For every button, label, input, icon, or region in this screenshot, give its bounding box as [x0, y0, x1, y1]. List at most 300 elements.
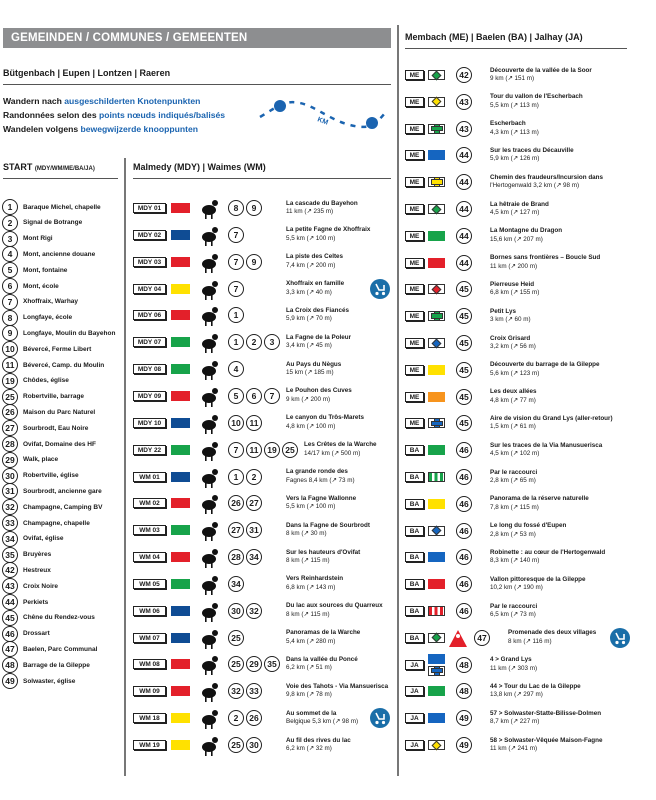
route-distance: 8,7 km (↗ 227 m) — [490, 718, 540, 726]
wildflower-icon — [196, 599, 222, 623]
route-text — [286, 387, 352, 404]
route-row[interactable] — [405, 571, 586, 597]
route-code: ME — [405, 231, 424, 241]
route-code: WM 18 — [133, 713, 166, 723]
node-list — [228, 683, 284, 699]
route-row[interactable] — [405, 89, 583, 115]
route-distance: 5,6 km (↗ 123 m) — [490, 369, 540, 377]
node-number: 1 — [2, 199, 18, 215]
route-text — [490, 308, 531, 325]
start-point-item — [2, 515, 90, 531]
diamond-marker-green — [428, 204, 445, 214]
route-code: ME — [405, 284, 424, 294]
route-text — [490, 335, 536, 352]
route-row[interactable] — [133, 195, 358, 221]
route-code: ME — [405, 258, 424, 268]
node-number: 46 — [456, 603, 472, 619]
salamander-icon — [196, 384, 222, 408]
start-point-item — [2, 468, 79, 484]
node-list — [228, 254, 284, 270]
route-text — [490, 415, 613, 432]
start-point-item — [2, 310, 72, 326]
route-markers — [428, 97, 448, 107]
node-number: 5 — [2, 262, 18, 278]
route-row[interactable] — [133, 517, 370, 543]
route-distance: 14/17 km (↗ 500 m) — [304, 449, 361, 457]
node-list — [228, 227, 284, 243]
start-point-label: Bruyères — [23, 551, 52, 559]
start-point-item — [2, 278, 59, 294]
route-title: Vers la Fagne Wallonne — [286, 494, 357, 502]
route-code: MDY 22 — [133, 445, 166, 455]
route-text — [490, 388, 537, 405]
node-number: 42 — [2, 562, 18, 578]
route-text — [490, 549, 605, 566]
route-code: JA — [405, 740, 424, 750]
route-text — [490, 683, 581, 700]
route-distance: 5,9 km (↗ 70 m) — [286, 315, 332, 323]
route-title: Bornes sans frontières – Boucle Sud — [490, 254, 601, 262]
route-code: BA — [405, 606, 424, 616]
rect-marker-blue — [428, 654, 445, 664]
start-point-label: Champagne, Camping BV — [23, 503, 103, 511]
node-number: 5 — [228, 388, 244, 404]
triangle-marker-red — [448, 628, 468, 648]
route-text — [286, 495, 356, 512]
route-code: ME — [405, 70, 424, 80]
route-row[interactable] — [405, 625, 596, 651]
node-number: 10 — [228, 415, 244, 431]
intro-plain: Wandelen volgens — [3, 124, 81, 134]
route-code: BA — [405, 526, 424, 536]
route-text — [490, 576, 586, 593]
route-row[interactable] — [133, 437, 377, 463]
route-code: BA — [405, 472, 424, 482]
diamond-marker-green — [428, 633, 445, 643]
start-point-item — [2, 657, 90, 673]
node-number: 34 — [2, 531, 18, 547]
route-text — [286, 468, 355, 485]
route-row[interactable] — [405, 410, 613, 436]
route-row[interactable] — [405, 518, 566, 544]
route-row[interactable] — [405, 652, 537, 678]
route-title: Par le raccourci — [490, 468, 538, 476]
node-number: 45 — [2, 610, 18, 626]
route-distance: Fagnes 8,4 km (↗ 73 m) — [286, 476, 355, 484]
route-code: ME — [405, 311, 424, 321]
route-row[interactable] — [133, 222, 370, 248]
route-code: MDY 06 — [133, 310, 166, 320]
intro-plain: Randonnées selon des — [3, 110, 99, 120]
route-markers — [428, 284, 448, 294]
route-code: MDY 10 — [133, 418, 166, 428]
stroller-accessible-icon — [610, 628, 630, 648]
start-point-label: Croix Noire — [23, 582, 59, 590]
stroller-accessible-icon — [370, 708, 390, 728]
route-row[interactable] — [405, 491, 589, 517]
route-distance: 15 km (↗ 185 m) — [286, 369, 334, 377]
diamond-marker-red — [428, 284, 445, 294]
route-markers — [428, 311, 448, 321]
start-point-item — [2, 562, 51, 578]
node-number: 29 — [246, 656, 262, 672]
node-number: 7 — [2, 294, 18, 310]
node-number: 29 — [2, 452, 18, 468]
intro-highlight: bewegwijzerde knooppunten — [80, 124, 198, 134]
node-number: 25 — [282, 442, 298, 458]
node-number: 45 — [456, 335, 472, 351]
intro-fr — [3, 108, 225, 122]
route-row[interactable] — [133, 625, 360, 651]
node-number: 11 — [246, 415, 262, 431]
node-number: 42 — [456, 67, 472, 83]
start-heading — [3, 162, 95, 172]
node-number: 19 — [2, 373, 18, 389]
route-distance: 6,8 km (↗ 155 m) — [490, 289, 540, 297]
route-row[interactable] — [133, 651, 358, 677]
node-number: 2 — [246, 334, 262, 350]
node-number: 1 — [228, 334, 244, 350]
route-title: Les Crêtes de la Warche — [304, 441, 377, 449]
route-title: Du lac aux sources du Quarreux — [286, 602, 383, 610]
route-row[interactable] — [405, 116, 539, 142]
route-distance: 7,8 km (↗ 115 m) — [490, 503, 539, 511]
route-distance: 5,5 km (↗ 100 m) — [286, 503, 336, 511]
route-code: MDY 03 — [133, 257, 166, 267]
route-markers — [428, 579, 448, 589]
route-row[interactable] — [405, 250, 600, 276]
route-row[interactable] — [405, 223, 562, 249]
node-number: 43 — [456, 121, 472, 137]
start-point-item — [2, 420, 88, 436]
node-number: 44 — [2, 594, 18, 610]
route-markers — [428, 177, 448, 187]
stripes-marker-red — [428, 606, 445, 616]
start-point-label: Ovifat, église — [23, 535, 64, 543]
column-divider — [124, 158, 126, 776]
route-code: MDY 07 — [133, 337, 166, 347]
route-code: WM 08 — [133, 659, 166, 669]
node-number: 49 — [456, 710, 472, 726]
route-title: La grande ronde des — [286, 468, 348, 475]
route-row[interactable] — [405, 196, 549, 222]
node-number: 4 — [2, 246, 18, 262]
route-code: WM 06 — [133, 606, 166, 616]
route-row[interactable] — [133, 732, 351, 758]
route-markers — [428, 204, 448, 214]
route-row[interactable] — [405, 544, 605, 570]
route-row[interactable] — [405, 303, 531, 329]
route-code: BA — [405, 633, 424, 643]
node-number: 26 — [246, 710, 262, 726]
route-row[interactable] — [405, 598, 537, 624]
route-code: ME — [405, 177, 424, 187]
leaf-icon — [196, 679, 222, 703]
node-number: 45 — [456, 281, 472, 297]
node-number: 44 — [456, 174, 472, 190]
route-title: Panoramas de la Warche — [286, 629, 361, 637]
middle-heading: Malmedy (MDY) | Waimes (WM) — [133, 162, 266, 172]
leaves-icon — [196, 626, 222, 650]
route-row[interactable] — [133, 705, 358, 731]
route-distance: Belgique 5,3 km (↗ 98 m) — [286, 718, 359, 726]
route-distance: 1,5 km (↗ 61 m) — [490, 423, 536, 431]
route-code: WM 04 — [133, 552, 166, 562]
route-distance: 6,2 km (↗ 51 m) — [286, 664, 332, 672]
rect-marker-red — [171, 391, 190, 401]
route-text — [490, 227, 562, 244]
route-row[interactable] — [133, 356, 341, 382]
node-number: 35 — [2, 547, 18, 563]
node-number: 9 — [2, 325, 18, 341]
route-title: Par le raccourci — [490, 602, 538, 610]
start-point-item — [2, 325, 115, 341]
start-point-label: Perkiets — [23, 598, 49, 606]
route-distance: 15,6 km (↗ 207 m) — [490, 235, 543, 243]
route-row[interactable] — [405, 705, 601, 731]
start-point-label: Sourbrodt, ancienne gare — [23, 487, 102, 495]
route-title: Xhoffraix en famille — [286, 280, 345, 288]
node-list — [228, 469, 284, 485]
route-code: WM 05 — [133, 579, 166, 589]
rect-marker-red — [428, 579, 445, 589]
node-number: 48 — [2, 657, 18, 673]
node-number: 27 — [246, 495, 262, 511]
route-row[interactable] — [133, 383, 352, 409]
route-row[interactable] — [133, 490, 356, 516]
route-row[interactable] — [405, 464, 537, 490]
rect-marker-green — [171, 525, 190, 535]
route-distance: 13,8 km (↗ 297 m) — [490, 691, 543, 699]
route-title: La cascade du Bayehon — [286, 199, 358, 207]
node-number: 44 — [456, 147, 472, 163]
intro-highlight: points nœuds indiqués/balisés — [99, 110, 226, 120]
node-number: 6 — [246, 388, 262, 404]
route-markers — [428, 654, 448, 676]
start-point-item — [2, 341, 91, 357]
route-title: Dans la Fagne de Sourbrodt — [286, 521, 370, 529]
start-point-item — [2, 547, 51, 563]
route-distance: 5,4 km (↗ 280 m) — [286, 637, 336, 645]
start-point-item — [2, 641, 97, 657]
route-markers — [428, 740, 448, 750]
route-row[interactable] — [405, 330, 536, 356]
route-markers — [428, 713, 448, 723]
route-text — [490, 174, 603, 191]
partridge-icon — [196, 303, 222, 327]
node-number: 44 — [456, 255, 472, 271]
route-title: Tour du vallon de l'Escherbach — [490, 93, 583, 101]
route-row[interactable] — [133, 249, 343, 275]
route-code: BA — [405, 445, 424, 455]
start-point-label: Xhoffraix, Warhay — [23, 298, 79, 306]
start-point-label: Robertville, église — [23, 472, 79, 480]
node-list — [228, 200, 284, 216]
rect-marker-green — [171, 579, 190, 589]
node-number: 28 — [228, 549, 244, 565]
rect-marker-darkblue — [171, 472, 190, 482]
route-markers — [428, 258, 448, 268]
node-number: 45 — [456, 362, 472, 378]
route-text — [286, 629, 360, 646]
diamond-marker-yellow — [428, 97, 445, 107]
right-heading: Membach (ME) | Baelen (BA) | Jalhay (JA) — [405, 32, 583, 42]
node-number: 46 — [456, 523, 472, 539]
node-number: 11 — [246, 442, 262, 458]
route-row[interactable] — [405, 384, 537, 410]
node-number: 25 — [228, 737, 244, 753]
route-title: La Fagne de la Poleur — [286, 333, 352, 341]
node-number: 9 — [246, 200, 262, 216]
node-number: 30 — [2, 468, 18, 484]
route-markers — [428, 472, 448, 482]
start-point-label: Solwaster, église — [23, 677, 76, 685]
intro-text — [3, 94, 225, 136]
route-title: Au fil des rives du lac — [286, 736, 351, 744]
route-title: Au Pays du Nègus — [286, 360, 342, 368]
node-number: 46 — [456, 469, 472, 485]
route-title: 57 > Solwaster-Statte-Bilisse-Dolmen — [490, 709, 602, 717]
route-code: JA — [405, 660, 424, 670]
start-point-label: Champagne, chapelle — [23, 519, 90, 527]
route-text — [490, 254, 600, 271]
rect-marker-green — [428, 445, 445, 455]
route-markers — [428, 124, 448, 134]
start-point-item — [2, 673, 75, 689]
route-text — [490, 522, 566, 539]
route-row[interactable] — [405, 276, 539, 302]
route-code: WM 03 — [133, 525, 166, 535]
intro-highlight: ausgeschilderten Knotenpunkten — [64, 96, 201, 106]
rect-marker-yellow — [428, 365, 445, 375]
route-code: JA — [405, 686, 424, 696]
route-text — [286, 737, 351, 754]
start-point-label: Sourbrodt, Eau Noire — [23, 424, 89, 432]
start-point-item — [2, 357, 104, 373]
rect-marker-green — [428, 686, 445, 696]
route-row[interactable] — [133, 410, 364, 436]
route-title: La Croix des Fiancés — [286, 306, 349, 314]
route-code: WM 01 — [133, 472, 166, 482]
node-list — [228, 603, 284, 619]
route-text — [286, 226, 370, 243]
route-distance: 11 km (↗ 303 m) — [490, 664, 538, 672]
route-row[interactable] — [405, 357, 600, 383]
route-distance: 3,3 km (↗ 40 m) — [286, 288, 332, 296]
route-code: MDY 09 — [133, 391, 166, 401]
route-row[interactable] — [405, 732, 603, 758]
km-label: KM — [316, 116, 329, 127]
route-row[interactable] — [133, 464, 355, 490]
flower-icon — [196, 518, 222, 542]
route-distance: 11 km (↗ 241 m) — [490, 745, 538, 752]
node-number: 32 — [2, 499, 18, 515]
node-number: 33 — [246, 683, 262, 699]
route-title: Vers Reinhardstein — [286, 575, 344, 583]
route-row[interactable] — [405, 62, 592, 88]
node-number: 2 — [228, 710, 244, 726]
route-text — [490, 67, 592, 84]
diamond-marker-yellow — [428, 740, 445, 750]
route-title: Le long du fossé d'Eupen — [490, 522, 567, 530]
intro-plain: Wandern nach — [3, 96, 65, 106]
rect-marker-red — [171, 203, 190, 213]
route-row[interactable] — [133, 598, 383, 624]
node-list — [228, 737, 284, 753]
rect-marker-blue — [428, 552, 445, 562]
route-title: Le canyon du Trôs-Marets — [286, 414, 365, 422]
route-markers — [428, 499, 448, 509]
route-row[interactable] — [133, 276, 344, 302]
route-row[interactable] — [133, 302, 349, 328]
wolf-icon — [196, 250, 222, 274]
route-row[interactable] — [405, 169, 603, 195]
rect-marker-orange — [428, 392, 445, 402]
start-point-item — [2, 452, 58, 468]
route-distance: 3,4 km (↗ 45 m) — [286, 342, 332, 350]
diamond-marker-green — [428, 70, 445, 80]
node-number: 44 — [456, 201, 472, 217]
route-row[interactable] — [405, 437, 602, 463]
start-point-label: Mont Rigi — [23, 235, 53, 243]
route-row[interactable] — [133, 544, 360, 570]
route-title: La Montagne du Dragon — [490, 227, 563, 235]
route-code: ME — [405, 418, 424, 428]
route-title: Au sommet de la — [286, 709, 337, 717]
route-row[interactable] — [133, 329, 351, 355]
node-number: 49 — [2, 673, 18, 689]
route-distance: 2,8 km (↗ 53 m) — [490, 530, 536, 538]
route-row[interactable] — [405, 142, 574, 168]
start-point-label: Ovifat, Domaine des HF — [23, 440, 96, 448]
node-number: 47 — [474, 630, 490, 646]
node-number: 4 — [228, 361, 244, 377]
node-number: 34 — [228, 576, 244, 592]
route-text — [286, 575, 343, 592]
route-distance: l'Hertogenwald 3,2 km (↗ 98 m) — [490, 182, 580, 190]
route-markers — [428, 418, 448, 428]
route-title: Promenade des deux villages — [508, 629, 597, 637]
heather-icon — [196, 572, 222, 596]
start-point-label: Barrage de la Gileppe — [23, 661, 90, 669]
route-distance: 8 km (↗ 115 m) — [286, 557, 330, 565]
node-list — [228, 307, 284, 323]
route-distance: 3 km (↗ 60 m) — [490, 316, 531, 324]
route-distance: 9 km (↗ 151 m) — [490, 75, 535, 82]
route-title: Vallon pittoresque de la Gileppe — [490, 575, 586, 583]
route-markers — [428, 606, 448, 616]
route-row[interactable] — [133, 571, 343, 597]
node-number: 1 — [228, 307, 244, 323]
route-distance: 4,5 km (↗ 102 m) — [490, 450, 540, 458]
node-number: 48 — [456, 657, 472, 673]
route-text — [490, 603, 537, 620]
start-point-item — [2, 531, 63, 547]
route-row[interactable] — [133, 678, 388, 704]
node-number: 3 — [2, 231, 18, 247]
node-list — [228, 495, 284, 511]
route-title: Sur les traces de la Via Manusuerisca — [490, 441, 603, 449]
route-text — [490, 495, 589, 512]
node-number: 45 — [456, 308, 472, 324]
start-point-item — [2, 231, 53, 247]
rect-marker-yellow — [171, 284, 190, 294]
route-distance: 2,8 km (↗ 65 m) — [490, 477, 536, 484]
route-row[interactable] — [405, 678, 581, 704]
rect-marker-darkblue — [171, 606, 190, 616]
node-number: 46 — [456, 442, 472, 458]
route-title: La piste des Celtes — [286, 253, 344, 261]
